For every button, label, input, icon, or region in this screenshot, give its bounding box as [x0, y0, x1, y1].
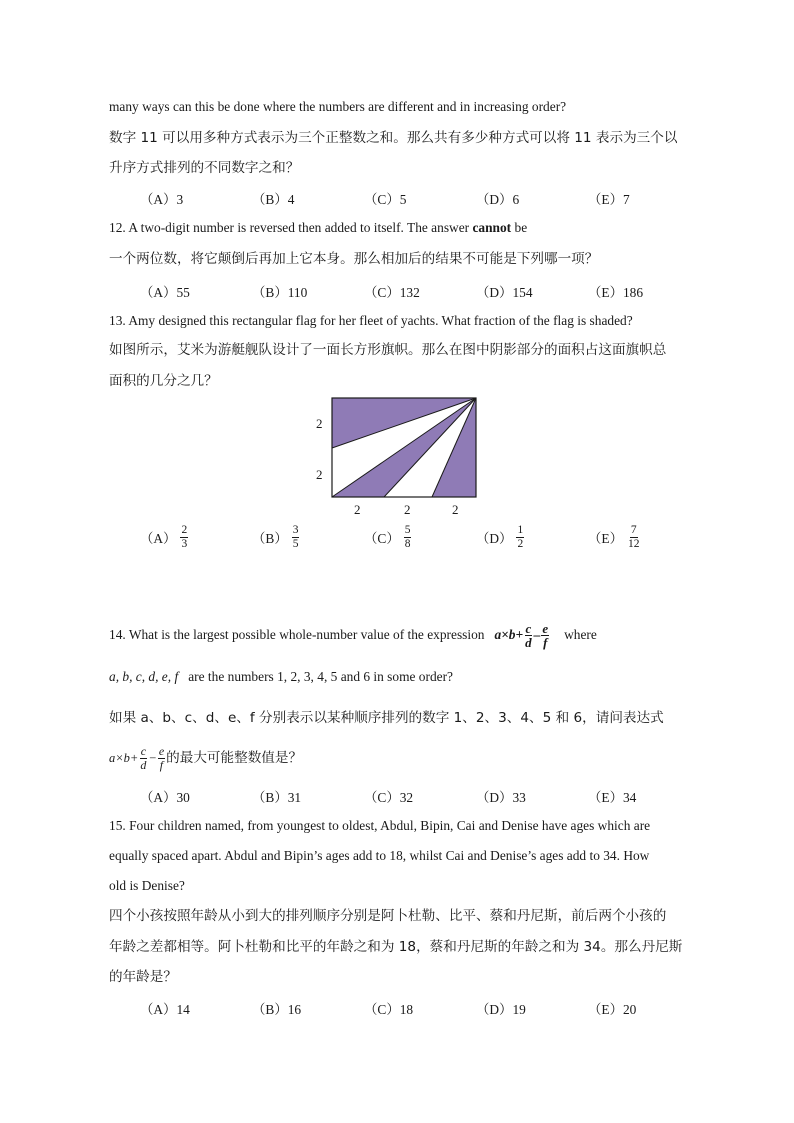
- q14-zh-expr-f: f: [159, 757, 164, 772]
- q12-options: [0, 282, 794, 300]
- q14-zh-expr-ab: a×b+: [109, 751, 139, 765]
- q11-option-a: （A）3: [140, 192, 184, 207]
- q14-english-pre: 14. What is the largest possible whole-number value of the expression: [109, 627, 485, 642]
- q15-options: [0, 999, 794, 1017]
- q11-options: [0, 189, 794, 207]
- q15-option-a: （A）14: [140, 1002, 190, 1017]
- q13-option-c-denominator: 8: [404, 538, 411, 550]
- q13-option-b-denominator: 5: [292, 538, 299, 550]
- q15-chinese-line1: 四个小孩按照年龄从小到大的排列顺序分别是阿卜杜勒、比平、蔡和丹尼斯，前后两个小孩的: [109, 908, 667, 924]
- q14-english-line1: [109, 618, 597, 652]
- q15-chinese-line2: 年龄之差都相等。阿卜杜勒和比平的年龄之和为 18，蔡和丹尼斯的年龄之和为 34。那么丹尼斯: [109, 939, 683, 955]
- q14-expr-e: e: [542, 620, 549, 636]
- q12-english-pre: 12. A two-digit number is reversed then added to itself. The answer: [109, 220, 473, 235]
- q13-option-a: [140, 524, 188, 551]
- q14-option-d: （D）33: [476, 790, 526, 805]
- q12-option-b: （B）110: [252, 285, 308, 300]
- q14-expr-c: c: [525, 620, 532, 636]
- q14-english-rest: are the numbers 1, 2, 3, 4, 5 and 6 in some order?: [188, 669, 453, 684]
- q12-english-bold: cannot: [472, 220, 512, 235]
- q13-chinese-line1: 如图所示，艾米为游艇舰队设计了一面长方形旗帜。那么在图中阴影部分的面积占这面旗帜总: [109, 342, 667, 358]
- q14-zh-expr-e: e: [158, 743, 165, 758]
- q13-option-a-label: （A）: [140, 531, 177, 546]
- q13-option-b-numerator: 3: [292, 524, 299, 536]
- q11-chinese-line1: 数字 11 可以用多种方式表示为三个正整数之和。那么共有多少种方式可以将 11 表示为三个以: [109, 130, 678, 146]
- q11-option-e: （E）7: [588, 192, 630, 207]
- q13-option-e-denominator: 12: [627, 538, 640, 550]
- q13-option-d-label: （D）: [476, 531, 513, 546]
- q13-option-d: [476, 524, 524, 551]
- q12-option-e: （E）186: [588, 285, 644, 300]
- q11-option-c: （C）5: [364, 192, 407, 207]
- q14-expr-minus: –: [533, 627, 541, 642]
- q14-zh-expr-c: c: [140, 743, 147, 758]
- q12-option-d: （D）154: [476, 285, 533, 300]
- q14-option-a: （A）30: [140, 790, 190, 805]
- q14-option-b: （B）31: [252, 790, 302, 805]
- q13-option-b-label: （B）: [252, 531, 288, 546]
- q15-option-e: （E）20: [588, 1002, 637, 1017]
- q12-english-post: be: [511, 220, 528, 235]
- q13-option-e: [588, 524, 640, 551]
- q14-expr-ab: a×b+: [494, 627, 524, 642]
- flag-label-left-top: 2: [316, 416, 323, 431]
- q15-option-d: （D）19: [476, 1002, 526, 1017]
- q13-option-c-numerator: 5: [404, 524, 411, 536]
- q13-option-e-numerator: 7: [630, 524, 637, 536]
- q14-option-e: （E）34: [588, 790, 637, 805]
- q13-english: 13. Amy designed this rectangular flag for her fleet of yachts. What fraction of the flag is shaded?: [109, 313, 633, 328]
- q14-expression: [494, 622, 550, 649]
- q15-chinese-line3: 的年龄是？: [109, 969, 177, 985]
- q13-option-b: [252, 524, 299, 551]
- q14-chinese-line2: [109, 738, 302, 778]
- q14-english-where: where: [564, 627, 597, 642]
- q11-option-d: （D）6: [476, 192, 520, 207]
- q14-expr-d: d: [525, 634, 532, 650]
- flag-label-bottom-2: 2: [404, 502, 411, 517]
- q14-chinese-line1: 如果 a、b、c、d、e、f 分别表示以某种顺序排列的数字 1、2、3、4、5 和 6，请问表达式: [109, 710, 664, 726]
- flag-label-bottom-1: 2: [354, 502, 361, 517]
- q14-expr-f: f: [543, 634, 548, 650]
- q12-option-a: （A）55: [140, 285, 190, 300]
- q11-option-b: （B）4: [252, 192, 295, 207]
- q15-option-c: （C）18: [364, 1002, 414, 1017]
- q13-option-d-numerator: 1: [517, 524, 524, 536]
- q11-english-tail: many ways can this be done where the numbers are different and in increasing order?: [109, 99, 567, 114]
- q13-option-a-denominator: 3: [181, 538, 188, 550]
- q15-english-line3: old is Denise?: [109, 878, 185, 893]
- q13-option-c-label: （C）: [364, 531, 400, 546]
- q14-option-c: （C）32: [364, 790, 414, 805]
- flag-figure: [300, 390, 500, 520]
- flag-label-bottom-3: 2: [452, 502, 459, 517]
- q12-option-c: （C）132: [364, 285, 420, 300]
- q12-chinese: 一个两位数，将它颠倒后再加上它本身。那么相加后的结果不可能是下列哪一项？: [109, 251, 599, 267]
- q14-english-line2: [109, 668, 453, 686]
- q14-options: [0, 787, 794, 805]
- q13-option-a-numerator: 2: [181, 524, 188, 536]
- q12-english: [109, 219, 527, 237]
- q13-option-e-label: （E）: [588, 531, 623, 546]
- q14-chinese-rest: 的最大可能整数值是？: [166, 750, 303, 766]
- q14-zh-expr-minus: −: [148, 751, 157, 765]
- q14-variables: a, b, c, d, e, f: [109, 669, 179, 684]
- q15-english-line2: equally spaced apart. Abdul and Bipin’s ages add to 18, whilst Cai and Denise’s ages add to 34. How: [109, 848, 650, 863]
- q14-chinese-expression: [109, 745, 166, 772]
- q11-chinese-line2: 升序方式排列的不同数字之和？: [109, 160, 300, 176]
- q13-option-d-denominator: 2: [517, 538, 524, 550]
- q14-zh-expr-d: d: [140, 757, 147, 772]
- flag-label-left-bottom: 2: [316, 467, 323, 482]
- q13-option-c: [364, 524, 411, 551]
- q13-options: [0, 524, 794, 560]
- q13-chinese-line2: 面积的几分之几？: [109, 373, 218, 389]
- q15-english-line1: 15. Four children named, from youngest to oldest, Abdul, Bipin, Cai and Denise have ages which are: [109, 818, 651, 833]
- q15-option-b: （B）16: [252, 1002, 302, 1017]
